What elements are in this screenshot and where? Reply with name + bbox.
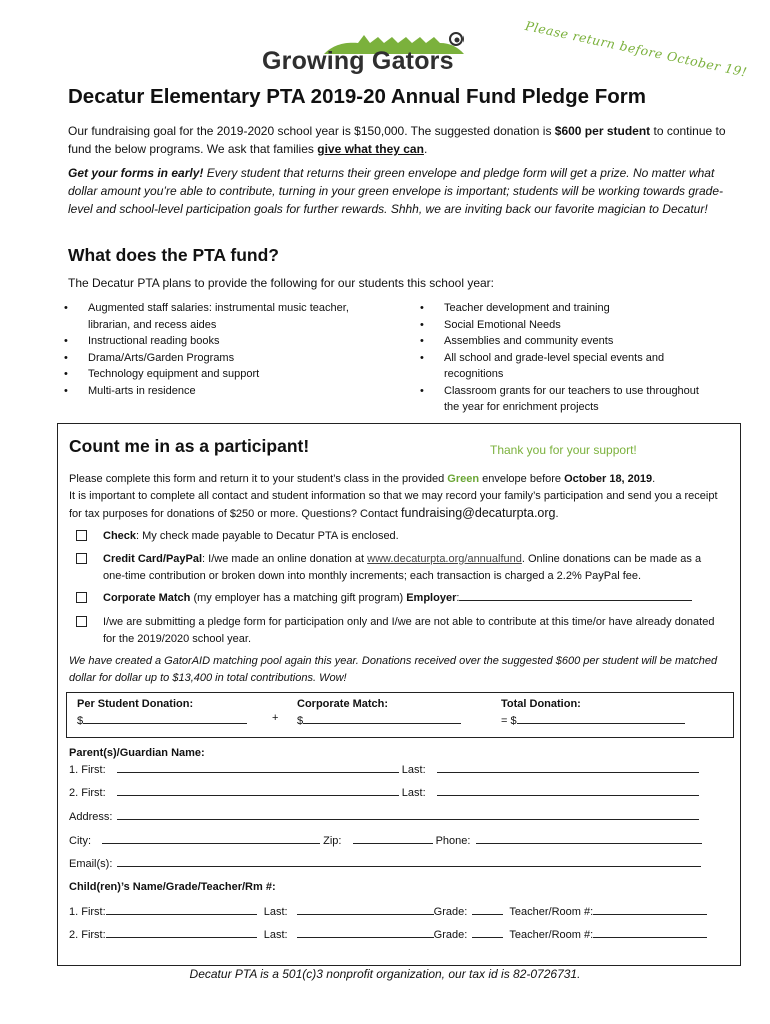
- pledge-only-checkbox[interactable]: [76, 616, 87, 627]
- contact-email[interactable]: fundraising@decaturpta.org: [401, 506, 556, 520]
- thanks-text: Thank you for your support!: [490, 443, 637, 457]
- child-row-2: 2. First: Last: Grade: Teacher/Room #:: [69, 926, 707, 943]
- instructions-paragraph: Please complete this form and return it to your student’s class in the provided Green envelope before October 18, 2019. It is important to complete all contact and student information so that we may record your family’s participation and send you a receipt for tax purposes for donations of $250 or more. Questions? Contact fundraising@decaturpta.org.: [69, 473, 718, 520]
- guardian-2-first-field[interactable]: [117, 784, 399, 796]
- email-row: Email(s):: [69, 855, 701, 872]
- children-heading: Child(ren)’s Name/Grade/Teacher/Rm #:: [69, 881, 276, 893]
- address-row: Address:: [69, 808, 699, 825]
- corporate-field[interactable]: [303, 712, 461, 724]
- guardian-1-last-field[interactable]: [437, 761, 699, 773]
- phone-field[interactable]: [476, 832, 702, 844]
- child-2-last-field[interactable]: [297, 926, 434, 938]
- child-1-first-field[interactable]: [106, 903, 257, 915]
- corporate-label: Corporate Match:: [297, 698, 389, 710]
- fund-list-right: [420, 300, 710, 416]
- address-field[interactable]: [117, 808, 699, 820]
- child-1-teacher-field[interactable]: [593, 903, 707, 915]
- total-label: Total Donation:: [501, 698, 581, 710]
- list-item: • Social Emotional Needs: [420, 317, 710, 334]
- email-field[interactable]: [117, 855, 701, 867]
- participant-heading: Count me in as a participant!: [69, 436, 310, 456]
- city-row: City: Zip: Phone:: [69, 832, 702, 849]
- city-field[interactable]: [102, 832, 320, 844]
- child-2-first-field[interactable]: [106, 926, 257, 938]
- credit-card-checkbox[interactable]: [76, 553, 87, 564]
- participant-form-box: [57, 423, 741, 966]
- option-credit-card: Credit Card/PayPal: I/we made an online donation at www.decaturpta.org/annualfund. Online donations can be made as a one-time contribution or broken down into monthly increments; each transaction is charged a 2.2% PayPal fee.: [76, 551, 726, 584]
- guardian-1-first-field[interactable]: [117, 761, 399, 773]
- check-checkbox[interactable]: [76, 530, 87, 541]
- fund-list-left: [64, 300, 374, 399]
- list-item: • Augmented staff salaries: instrumental music teacher, librarian, and recess aides: [64, 300, 374, 333]
- list-item: • Drama/Arts/Garden Programs: [64, 350, 374, 367]
- annual-fund-link[interactable]: www.decaturpta.org/annualfund: [367, 553, 522, 565]
- list-item: • All school and grade-level special events and recognitions: [420, 350, 710, 383]
- footer-tax-id: Decatur PTA is a 501(c)3 nonprofit organization, our tax id is 82-0726731.: [189, 967, 581, 981]
- donation-box: Per Student Donation: $ + Corporate Match: $ Total Donation: = $: [66, 692, 734, 738]
- list-item: • Assemblies and community events: [420, 333, 710, 350]
- option-check: Check: My check made payable to Decatur PTA is enclosed.: [76, 528, 726, 545]
- fund-heading: What does the PTA fund?: [68, 245, 279, 265]
- guardian-2-last-field[interactable]: [437, 784, 699, 796]
- per-student-field[interactable]: [83, 712, 247, 724]
- option-corporate-match: Corporate Match (my employer has a matching gift program) Employer:: [76, 590, 726, 607]
- child-1-grade-field[interactable]: [472, 903, 503, 915]
- total-field[interactable]: [517, 712, 685, 724]
- return-reminder: Please return before October 19!: [523, 18, 749, 80]
- child-2-teacher-field[interactable]: [593, 926, 707, 938]
- fund-description: The Decatur PTA plans to provide the following for our students this school year:: [68, 276, 494, 290]
- list-item: • Classroom grants for our teachers to use throughout the year for enrichment projects: [420, 383, 710, 416]
- guardian-heading: Parent(s)/Guardian Name:: [69, 747, 205, 759]
- per-student-label: Per Student Donation:: [77, 698, 194, 710]
- guardian-row-2: 2. First: Last:: [69, 784, 699, 801]
- list-item: • Instructional reading books: [64, 333, 374, 350]
- gatoraid-paragraph: We have created a GatorAID matching pool again this year. Donations received over the suggested $600 per student will be matched dollar for dollar up to $13,400 in total contributions. Wow!: [69, 655, 718, 684]
- zip-field[interactable]: [353, 832, 433, 844]
- early-paragraph: Get your forms in early! Every student that returns their green envelope and pledge form will get a prize. No matter what dollar amount you’re able to contribute, turning in your green envelope is important; students will be working towards grade-level and school-level participation goals for further rewards. Shhh, we are inviting back our favorite magician to Decatur!: [68, 166, 724, 216]
- page-title: Decatur Elementary PTA 2019-20 Annual Fund Pledge Form: [68, 85, 646, 108]
- intro-paragraph: Our fundraising goal for the 2019-2020 school year is $150,000. The suggested donation is $600 per student to continue to fund the below programs. We ask that families give what they can.: [68, 124, 726, 156]
- logo: [262, 30, 492, 80]
- logo-text: Growing Gators: [262, 47, 454, 75]
- list-item: • Multi-arts in residence: [64, 383, 374, 400]
- list-item: • Technology equipment and support: [64, 366, 374, 383]
- child-row-1: 1. First: Last: Grade: Teacher/Room #:: [69, 903, 707, 920]
- list-item: • Teacher development and training: [420, 300, 710, 317]
- guardian-row-1: 1. First: Last:: [69, 761, 699, 778]
- corporate-match-checkbox[interactable]: [76, 592, 87, 603]
- child-2-grade-field[interactable]: [472, 926, 503, 938]
- option-pledge-only: I/we are submitting a pledge form for participation only and I/we are not able to contribute at this time/or have already donated for the 2019/2020 school year.: [76, 614, 726, 647]
- child-1-last-field[interactable]: [297, 903, 434, 915]
- plus-sign: +: [272, 712, 279, 724]
- employer-field[interactable]: [459, 590, 692, 601]
